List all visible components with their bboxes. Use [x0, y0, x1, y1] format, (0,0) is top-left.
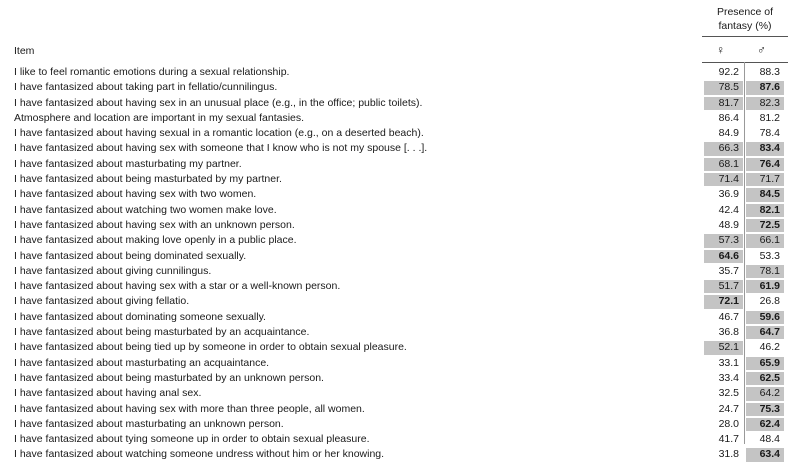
female-value: 41.7: [718, 433, 739, 446]
male-value: 64.2: [746, 387, 784, 400]
male-value: 63.4: [746, 448, 784, 461]
female-value: 42.4: [718, 203, 739, 216]
table-row: [0, 310, 790, 325]
female-value: 28.0: [718, 417, 739, 430]
table-row: [0, 233, 790, 248]
male-value: 53.3: [759, 249, 780, 262]
male-value: 64.7: [746, 326, 784, 339]
table-row: [0, 187, 790, 202]
male-value: 46.2: [759, 341, 780, 354]
item-column-header: Item: [14, 45, 35, 57]
item-text: I have fantasized about having anal sex.: [14, 387, 202, 400]
item-text: I have fantasized about having sex in an unusual place (e.g., in the office; public toilets).: [14, 96, 423, 109]
male-value: 81.2: [759, 111, 780, 124]
male-value: 75.3: [746, 403, 784, 416]
item-text: I have fantasized about being tied up by someone in order to obtain sexual pleasure.: [14, 341, 407, 354]
table-row: [0, 218, 790, 233]
female-value: 46.7: [718, 310, 739, 323]
table-row: [0, 371, 790, 386]
female-value: 48.9: [718, 218, 739, 231]
male-value: 62.4: [746, 418, 784, 431]
table-row: [0, 80, 790, 95]
item-text: I have fantasized about having sex with a star or a well-known person.: [14, 280, 341, 293]
table-row: [0, 96, 790, 111]
item-text: I have fantasized about giving cunnilingus.: [14, 264, 212, 277]
table-row: [0, 249, 790, 264]
header-rule-top: [702, 36, 788, 37]
item-text: I have fantasized about giving fellatio.: [14, 295, 190, 308]
table-row: [0, 141, 790, 156]
table-row: [0, 172, 790, 187]
item-text: I have fantasized about having sex with two women.: [14, 188, 257, 201]
female-value: 64.6: [704, 250, 743, 263]
male-value: 78.1: [746, 265, 784, 278]
male-value: 82.3: [746, 97, 784, 110]
male-value: 65.9: [746, 357, 784, 370]
item-text: I have fantasized about watching two women make love.: [14, 203, 277, 216]
female-value: 86.4: [718, 111, 739, 124]
male-value: 78.4: [759, 127, 780, 140]
table-row: [0, 294, 790, 309]
table-row: [0, 126, 790, 141]
item-text: I have fantasized about having sexual in a romantic location (e.g., on a deserted beach).: [14, 127, 424, 140]
item-text: I have fantasized about having sex with an unknown person.: [14, 218, 295, 231]
female-value: 32.5: [718, 387, 739, 400]
female-value: 92.2: [718, 66, 739, 78]
male-column-header: ♂: [757, 43, 766, 57]
item-text: I have fantasized about dominating someone sexually.: [14, 310, 266, 323]
item-text: I have fantasized about masturbating my partner.: [14, 157, 242, 170]
male-value: 88.3: [759, 66, 780, 78]
female-value: 33.1: [718, 356, 739, 369]
male-value: 62.5: [746, 372, 784, 385]
male-value: 83.4: [746, 142, 784, 155]
female-value: 51.7: [704, 280, 743, 293]
item-text: I have fantasized about being masturbated by an acquaintance.: [14, 326, 310, 339]
table-row: [0, 325, 790, 340]
item-text: I like to feel romantic emotions during a sexual relationship.: [14, 66, 290, 78]
item-text: I have fantasized about taking part in fellatio/cunnilingus.: [14, 81, 278, 94]
item-text: I have fantasized about having sex with more than three people, all women.: [14, 402, 365, 415]
table-row: [0, 203, 790, 218]
item-text: I have fantasized about masturbating an unknown person.: [14, 417, 284, 430]
female-value: 35.7: [718, 264, 739, 277]
table-row: [0, 356, 790, 371]
female-value: 31.8: [718, 448, 739, 461]
male-value: 72.5: [746, 219, 784, 232]
female-value: 36.9: [718, 188, 739, 201]
presence-of-fantasy-header: [702, 5, 788, 33]
female-value: 78.5: [704, 81, 743, 94]
presence-header-line2: fantasy (%): [718, 20, 772, 32]
table-row: [0, 111, 790, 126]
female-value: 57.3: [704, 234, 743, 247]
table-body: [0, 65, 790, 463]
male-value: 59.6: [746, 311, 784, 324]
header-rule-bottom: [702, 62, 788, 63]
female-value: 84.9: [718, 127, 739, 140]
female-value: 33.4: [718, 371, 739, 384]
male-value: 61.9: [746, 280, 784, 293]
male-value: 76.4: [746, 158, 784, 171]
female-value: 71.4: [704, 173, 743, 186]
item-text: I have fantasized about having sex with someone that I know who is not my spouse [. . .].: [14, 142, 428, 155]
male-value: 87.6: [746, 81, 784, 94]
item-text: I have fantasized about making love openly in a public place.: [14, 234, 297, 247]
female-value: 72.1: [704, 295, 743, 308]
male-value: 48.4: [759, 433, 780, 446]
female-value: 36.8: [718, 326, 739, 339]
male-value: 82.1: [746, 204, 784, 217]
female-value: 24.7: [718, 402, 739, 415]
table-row: [0, 264, 790, 279]
male-value: 26.8: [759, 295, 780, 308]
table-row: [0, 157, 790, 172]
table-row: [0, 386, 790, 401]
male-value: 66.1: [746, 234, 784, 247]
table-row: [0, 417, 790, 432]
table-row: [0, 447, 790, 462]
item-text: I have fantasized about being masturbated by my partner.: [14, 173, 282, 186]
male-value: 71.7: [746, 173, 784, 186]
table-row: [0, 340, 790, 355]
item-text: I have fantasized about tying someone up in order to obtain sexual pleasure.: [14, 433, 370, 446]
item-text: I have fantasized about masturbating an acquaintance.: [14, 356, 270, 369]
item-text: I have fantasized about being masturbated by an unknown person.: [14, 371, 324, 384]
table-row: [0, 402, 790, 417]
table-row: [0, 432, 790, 447]
female-column-header: ♀: [716, 43, 725, 57]
item-text: I have fantasized about watching someone undress without him or her knowing.: [14, 448, 385, 461]
male-value: 84.5: [746, 188, 784, 201]
female-value: 52.1: [704, 341, 743, 354]
item-text: I have fantasized about being dominated sexually.: [14, 249, 247, 262]
female-value: 66.3: [704, 142, 743, 155]
female-value: 68.1: [704, 158, 743, 171]
table-row: [0, 279, 790, 294]
female-value: 81.7: [704, 97, 743, 110]
item-text: Atmosphere and location are important in my sexual fantasies.: [14, 111, 305, 124]
presence-header-line1: Presence of: [716, 6, 774, 18]
table-row: [0, 65, 790, 80]
